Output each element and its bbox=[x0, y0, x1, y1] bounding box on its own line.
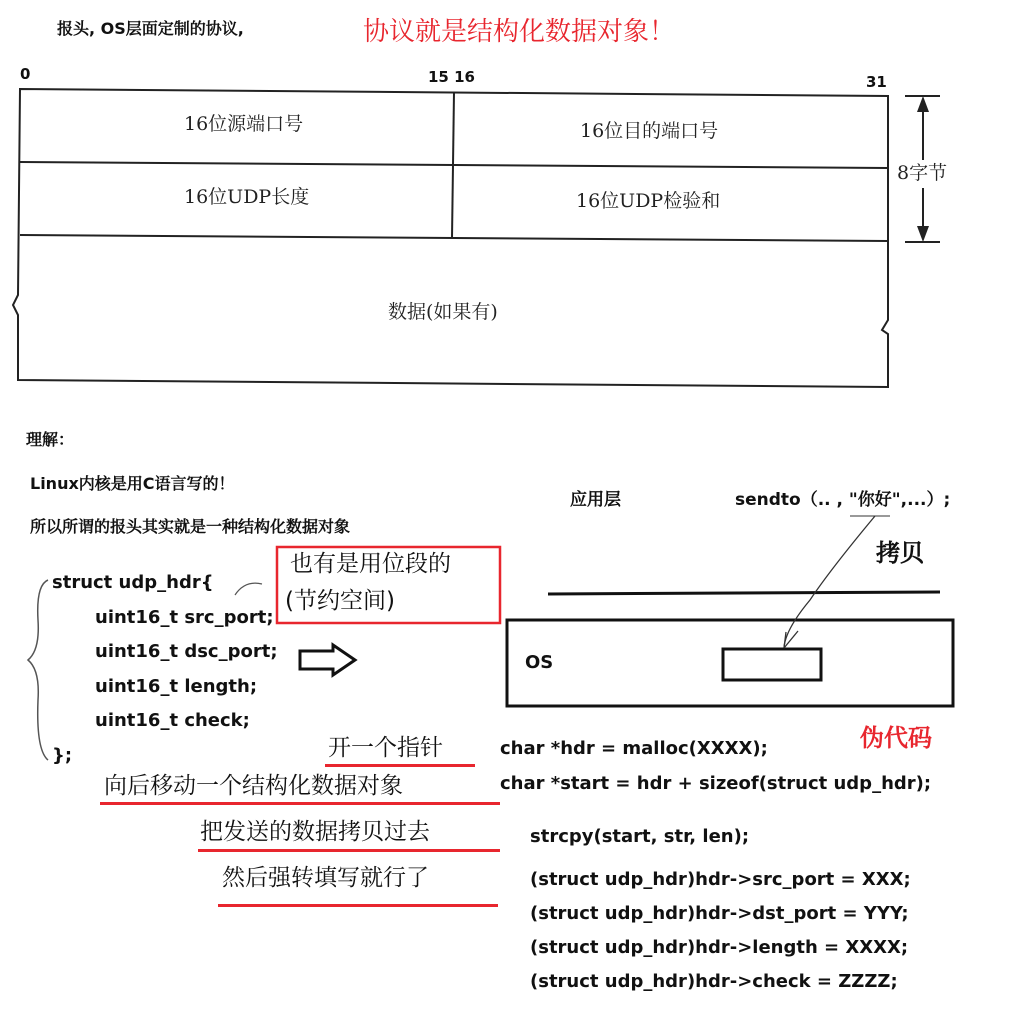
app-layer-label: 应用层 bbox=[570, 490, 621, 510]
explanation-line2: 所以所谓的报头其实就是一种结构化数据对象 bbox=[30, 517, 351, 536]
cell-checksum: 16位UDP检验和 bbox=[576, 190, 721, 212]
bit-label-0: 0 bbox=[20, 65, 31, 83]
cell-length: 16位UDP长度 bbox=[184, 186, 310, 208]
os-buffer bbox=[723, 649, 821, 680]
os-label: OS bbox=[525, 652, 554, 673]
right-arrow-icon bbox=[300, 645, 355, 675]
pseudo-code-line: (struct udp_hdr)hdr->src_port = XXX; bbox=[530, 869, 911, 890]
pseudo-code-line: (struct udp_hdr)hdr->dst_port = YYY; bbox=[530, 903, 909, 924]
annotation-open-pointer: 开一个指针 bbox=[328, 735, 443, 761]
layer-divider bbox=[548, 592, 940, 594]
cell-dst-port: 16位目的端口号 bbox=[580, 120, 719, 142]
bit-label-15-16: 15 16 bbox=[428, 68, 475, 86]
underline bbox=[325, 764, 475, 767]
underline bbox=[100, 802, 500, 805]
pseudo-code-label: 伪代码 bbox=[860, 724, 932, 752]
pseudo-code-line: (struct udp_hdr)hdr->check = ZZZZ; bbox=[530, 971, 898, 992]
annotation-cast-fill: 然后强转填写就行了 bbox=[222, 865, 429, 891]
explanation-heading: 理解： bbox=[26, 430, 75, 449]
struct-line: uint16_t src_port; bbox=[95, 607, 274, 628]
bitfield-note-line1: 也有是用位段的 bbox=[290, 551, 451, 577]
pseudo-code-line: strcpy(start, str, len); bbox=[530, 826, 750, 847]
bitfield-note-line2: (节约空间) bbox=[285, 588, 395, 614]
copy-arrow bbox=[784, 516, 875, 648]
pseudo-code-line: char *hdr = malloc(XXXX); bbox=[500, 738, 768, 759]
struct-line: uint16_t length; bbox=[95, 676, 258, 697]
sendto-call: sendto（.. , "你好",...）; bbox=[735, 490, 951, 510]
pseudo-code-line: (struct udp_hdr)hdr->length = XXXX; bbox=[530, 937, 909, 958]
struct-line: }; bbox=[52, 745, 73, 766]
size-label: 8字节 bbox=[897, 162, 948, 184]
struct-line: uint16_t check; bbox=[95, 710, 250, 731]
annotation-copy-data: 把发送的数据拷贝过去 bbox=[200, 819, 430, 845]
column-divider bbox=[452, 92, 454, 238]
underline bbox=[218, 904, 498, 907]
header-subtitle: 报头, OS层面定制的协议, bbox=[57, 19, 244, 38]
os-box bbox=[507, 620, 953, 706]
explanation-line1: Linux内核是用C语言写的！ bbox=[30, 474, 235, 493]
cell-data: 数据(如果有) bbox=[388, 301, 498, 323]
arrow-up-icon bbox=[917, 96, 929, 112]
struct-line: uint16_t dsc_port; bbox=[95, 641, 278, 662]
header-title: 协议就是结构化数据对象！ bbox=[363, 17, 676, 47]
pseudo-code-line: char *start = hdr + sizeof(struct udp_hdr); bbox=[500, 773, 932, 794]
brace-icon bbox=[28, 580, 48, 760]
struct-line: struct udp_hdr{ bbox=[52, 572, 214, 593]
underline bbox=[198, 849, 500, 852]
row-divider-2 bbox=[20, 235, 888, 241]
cell-src-port: 16位源端口号 bbox=[184, 113, 304, 135]
arrow-down-icon bbox=[917, 226, 929, 242]
annotation-move-back: 向后移动一个结构化数据对象 bbox=[104, 773, 403, 799]
small-curve bbox=[235, 583, 262, 595]
copy-label: 拷贝 bbox=[876, 539, 924, 567]
bit-label-31: 31 bbox=[866, 73, 887, 91]
